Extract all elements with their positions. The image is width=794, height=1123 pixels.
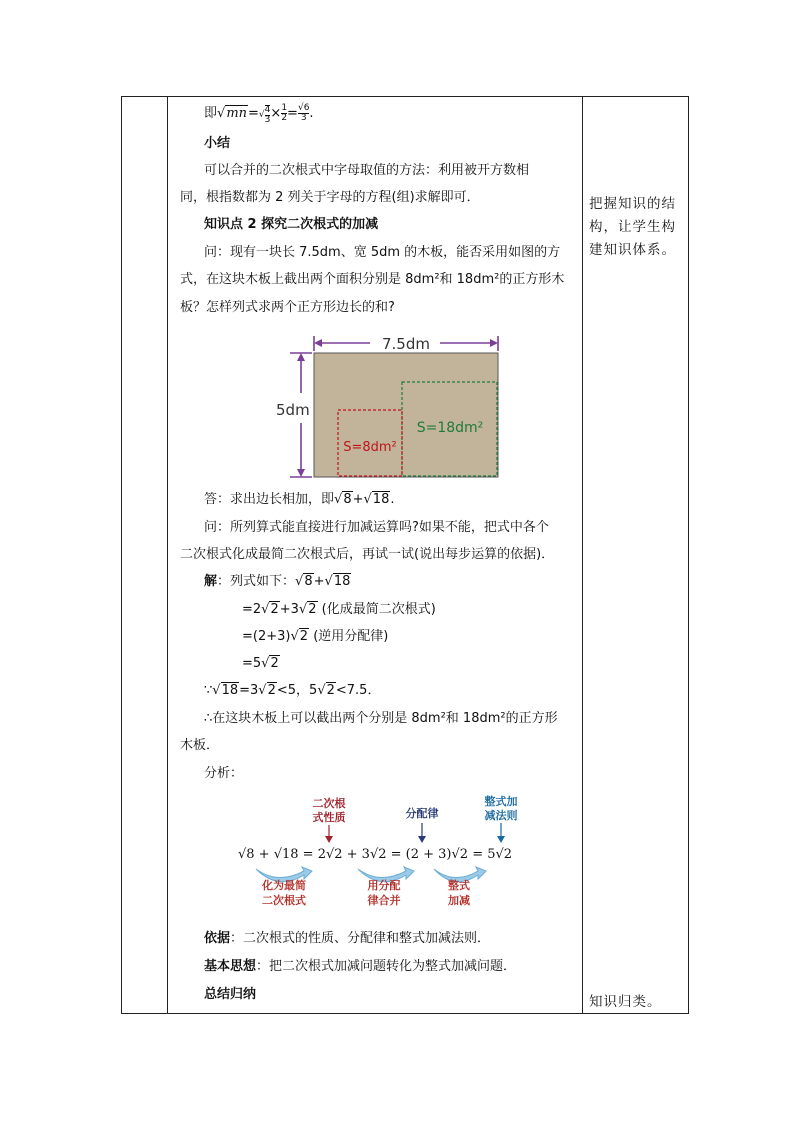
wooden-board [314, 353, 498, 477]
summary-line-1: 可以合并的二次根式中字母取值的方法：利用被开方数相 [204, 163, 530, 178]
solution-step-3: =5√2 [242, 656, 279, 671]
label-merge-2: 律合并 [367, 894, 401, 907]
label-simplify-1: 化为最简 [262, 879, 306, 892]
solution-step-2: =(2+3)√2 (逆用分配律) [242, 629, 389, 644]
label-simplify-2: 二次根式 [262, 894, 306, 907]
label-radical-property-2: 式性质 [312, 811, 346, 824]
label-radical-property-1: 二次根 [312, 797, 346, 810]
basic-idea-line: 基本思想：把二次根式加减问题转化为整式加减问题． [204, 959, 517, 974]
label-polynomial-rule-2: 减法则 [484, 809, 518, 822]
lesson-table [121, 96, 689, 1014]
analysis-diagram [238, 793, 528, 917]
side-note-structure: 把握知识的结构，让学生构建知识体系。 [589, 196, 676, 258]
label-polynomial-1: 整式 [448, 879, 470, 892]
question-2-line-1: 问：所列算式能直接进行加减运算吗?如果不能，把式中各个 [204, 520, 549, 535]
solution-step-1: =2√2+3√2 (化成最简二次根式) [242, 602, 436, 617]
knowledge-point-2-heading: 知识点 2 探究二次根式的加减 [204, 217, 379, 232]
answer-line: 答：求出边长相加，即√8+√18. [204, 492, 395, 507]
length-label: 7.5dm [382, 335, 430, 353]
question-1-line-3: 板？怎样列式求两个正方形边长的和? [180, 300, 395, 315]
therefore-line-1: ∴在这块木板上可以截出两个分别是 8dm²和 18dm²的正方形 [204, 711, 558, 726]
small-square-label: S=8dm² [343, 440, 397, 455]
summary-line-2: 同，根指数都为 2 列关于字母的方程(组)求解即可． [180, 190, 480, 205]
board-figure [276, 333, 510, 483]
formula-line: 即√mn=√ 4 3 × $\frac{1}{2}$ = $\frac{√6}{3}$ . [204, 103, 314, 125]
column-divider [582, 97, 583, 1013]
analysis-equation: √8 + √18 = 2√2 + 3√2 = (2 + 3)√2 = 5√2 [238, 847, 513, 862]
main-content-cell [168, 97, 582, 1013]
side-note-classification: 知识归类。 [589, 994, 662, 1010]
label-polynomial-rule-1: 整式加 [484, 795, 518, 808]
label-distributive-law: 分配律 [405, 807, 439, 820]
label-polynomial-2: 加减 [448, 894, 470, 907]
question-1-line-2: 式，在这块木板上截出两个面积分别是 8dm²和 18dm²的正方形木 [180, 272, 565, 287]
width-label: 5dm [276, 401, 310, 419]
because-line: ∵√18=3√2<5，5√2<7.5． [204, 683, 381, 698]
conclusion-heading: 总结归纳 [204, 987, 257, 1002]
therefore-line-2: 木板． [180, 738, 220, 753]
question-1-line-1: 问：现有一块长 7.5dm、宽 5dm 的木板，能否采用如图的方 [204, 245, 561, 260]
label-merge-1: 用分配 [367, 879, 401, 892]
analysis-label: 分析： [204, 766, 244, 781]
big-square-label: S=18dm² [416, 420, 484, 436]
basis-line: 依据：二次根式的性质、分配律和整式加减法则． [204, 931, 491, 946]
summary-heading: 小结 [204, 136, 231, 151]
question-2-line-2: 二次根式化成最简二次根式后，再试一试(说出每步运算的依据)． [180, 547, 555, 562]
solution-line: 解：列式如下：√8+√18 [204, 574, 351, 589]
